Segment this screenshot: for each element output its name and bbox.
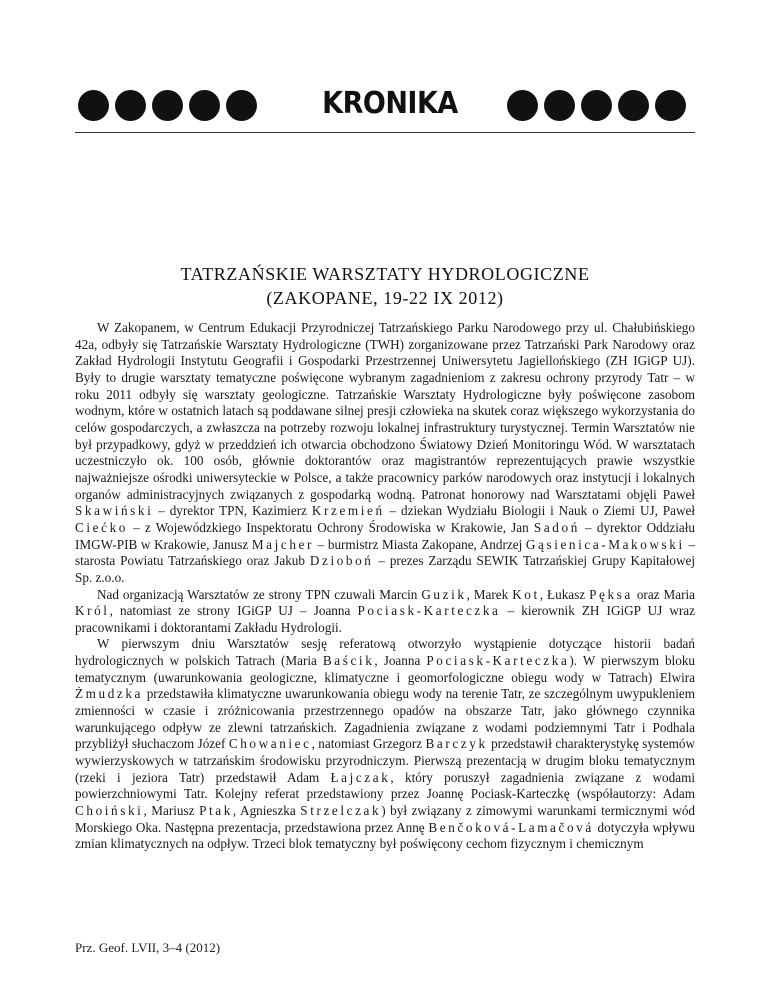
paragraph-text: dotyczyła wpływu zmian klimatycznych na odpływ. Trzeci blok tematyczny był poświęcony cechom fizycznym i chemicznym <box>75 819 696 852</box>
bullet-dot-icon <box>189 90 220 121</box>
person-surname: Król <box>75 603 110 619</box>
bullet-dot-icon <box>78 90 109 121</box>
person-surname: Kot <box>512 586 540 602</box>
bullet-dot-icon <box>226 90 257 121</box>
article-title-line-1: TATRZAŃSKIE WARSZTATY HYDROLOGICZNE <box>180 264 590 284</box>
paragraph-text: przedstawiła klimatyczne uwarunkowania obiegu wody na terenie Tatr, ze szczególnym uwypukleniem zmienności w czasie i zróżnicowania przestrzennego opadów na obszarze Tatr, jako głównego czynnika warunkującego odpływ ze zlewni tatrzańskich. Zagadnienia związane z wodami podziemnymi Tatr i Podhala przybliżył słuchaczom Józef <box>75 686 695 752</box>
paragraph-text: , Joanna <box>374 653 427 669</box>
paragraph-text: , Agnieszka <box>232 803 301 819</box>
bullet-dot-icon <box>544 90 575 121</box>
paragraph-text: , natomiast Grzegorz <box>311 736 426 752</box>
decorative-dots-right <box>507 90 686 120</box>
paragraph-text: ). W pierwszym bloku tematycznym (uwarunkowania geologiczne, klimatyczne i geomorfologiczne obiegu wody w Tatrach) Elwira <box>75 653 696 685</box>
paragraph-text: , który poruszył zagadnienia związane z wodami powierzchniowymi Tatr. Kolejny referat przedstawiony przez Joannę Pociask-Karteczkę (współautorzy: Adam <box>75 769 696 802</box>
paragraph <box>75 587 695 637</box>
person-surname: Strzelczak <box>300 803 382 819</box>
section-header <box>75 86 695 130</box>
paragraph-text: – kierownik ZH IGiGP UJ wraz pracownikami i doktorantami Zakładu Hydrologii. <box>75 603 695 635</box>
paragraph <box>75 636 695 853</box>
person-surname: Ciećko <box>75 519 128 535</box>
paragraph-text: , Łukasz <box>539 586 590 602</box>
person-surname: Pęksa <box>589 586 633 602</box>
paragraph-text: , Mariusz <box>143 803 200 819</box>
paragraph-text: – dziekan Wydziału Biologii i Nauk o Ziemi UJ, Paweł <box>384 503 695 519</box>
person-surname: Łajczak <box>330 769 391 785</box>
person-surname: Guzik <box>421 586 467 602</box>
bullet-dot-icon <box>618 90 649 121</box>
paragraph-text: – starosta Powiatu Tatrzańskiego oraz Jakub <box>75 536 696 569</box>
paragraph-text: W Zakopanem, w Centrum Edukacji Przyrodniczej Tatrzańskiego Parku Narodowego przy ul. Chałubińskiego 42a, odbyły się Tatrzańskie Warsztaty Hydrologiczne (TWH) zorganizowane przez Tatrzański Park Narodowy oraz Zakład Hydrologii Instytutu Geografii i Gospodarki Przestrzennej Uniwersytetu Jagiellońskiego (ZH IGiGP UJ). Były to drugie warsztaty tematyczne poświęcone wybranym zagadnieniom z zakresu ochrony przyrody Tatr – w roku 2011 odbyły się warsztaty geologiczne. Tatrzańskie Warsztaty Hydrologiczne były poświęcone zasobom wodnym, które w ostatnich latach są poddawane silnej presji człowieka na skutek coraz większego wykorzystania do celów gospodarczych, a zwłaszcza na potrzeby rozwoju lokalnej infrastruktury turystycznej. Termin Warsztatów nie był przypadkowy, gdyż w przeddzień ich otwarcia obchodzono Światowy Dzień Monitoringu Wód. W warsztatach uczestniczyło ok. 100 osób, głównie doktorantów oraz magistrantów reprezentujących prawie wszystkie najważniejsze ośrodki uniwersyteckie w Polsce, a także pracownicy parków narodowych oraz instytucji i lokalnych organów administracyjnych związanych z gospodarką wodną. Patronat honorowy nad Warsztatami objęli Paweł <box>75 320 695 502</box>
header-rule <box>75 132 695 133</box>
person-surname: Ptak <box>199 803 233 819</box>
person-surname: Skawiński <box>75 503 154 519</box>
person-surname: Chowaniec <box>228 736 312 752</box>
decorative-dots-left <box>78 90 257 120</box>
paragraph-text: ) był związany z zimowymi warunkami termicznymi wód Morskiego Oka. Następna prezentacja, przedstawiona przez Annę <box>75 803 696 835</box>
paragraph-text: , Marek <box>466 586 513 602</box>
bullet-dot-icon <box>581 90 612 121</box>
paragraph-text: oraz Maria <box>632 586 695 602</box>
person-surname: Krzemień <box>311 503 385 519</box>
person-surname: Baścik <box>322 653 375 669</box>
section-title: KRONIKA <box>322 86 458 121</box>
person-surname: Choiński <box>75 803 144 819</box>
person-surname: Benčoková-Lamačová <box>428 819 594 835</box>
article-title <box>75 262 695 310</box>
person-surname: Gąsienica-Makowski <box>525 536 685 552</box>
paragraph-text: – dyrektor Oddziału IMGW-PIB w Krakowie, Janusz <box>75 519 695 552</box>
bullet-dot-icon <box>655 90 686 121</box>
person-surname: Pociask-Karteczka <box>426 653 570 669</box>
bullet-dot-icon <box>152 90 183 121</box>
person-surname: Żmudzka <box>75 686 144 702</box>
bullet-dot-icon <box>507 90 538 121</box>
person-surname: Pociask-Karteczka <box>357 603 501 619</box>
person-surname: Barczyk <box>425 736 488 752</box>
paragraph-text: , natomiast ze strony IGiGP UJ – Joanna <box>109 603 358 619</box>
paragraph-text: – prezes Zarządu SEWIK Tatrzańskiej Grupy Kapitałowej Sp. z.o.o. <box>75 553 695 585</box>
person-surname: Dzioboń <box>309 553 374 569</box>
article-title-line-2: (ZAKOPANE, 19-22 IX 2012) <box>266 288 504 308</box>
paragraph-text: – dyrektor TPN, Kazimierz <box>153 503 312 519</box>
paragraph-text: – burmistrz Miasta Zakopane, Andrzej <box>313 536 526 552</box>
person-surname: Sadoń <box>533 519 580 535</box>
bullet-dot-icon <box>115 90 146 121</box>
paragraph-text: – z Wojewódzkiego Inspektoratu Ochrony Środowiska w Krakowie, Jan <box>127 519 534 535</box>
article-body <box>75 320 695 853</box>
paragraph-text: W pierwszym dniu Warsztatów sesję referatową otworzyło wystąpienie dotyczące historii badań hydrologicznych w polskich Tatrach (Maria <box>75 636 695 669</box>
paragraph-text: Nad organizacją Warsztatów ze strony TPN czuwali Marcin <box>97 586 422 602</box>
paragraph-text: przedstawił charakterystykę systemów wywierzyskowych w tatrzańskim środowisku przyrodniczym. Pierwszą prezentacją w drugim bloku tematycznym (rzeki i jeziora Tatr) przedstawił Adam <box>75 736 695 785</box>
paragraph <box>75 320 695 587</box>
person-surname: Majcher <box>251 536 314 552</box>
journal-citation: Prz. Geof. LVII, 3–4 (2012) <box>75 940 221 955</box>
